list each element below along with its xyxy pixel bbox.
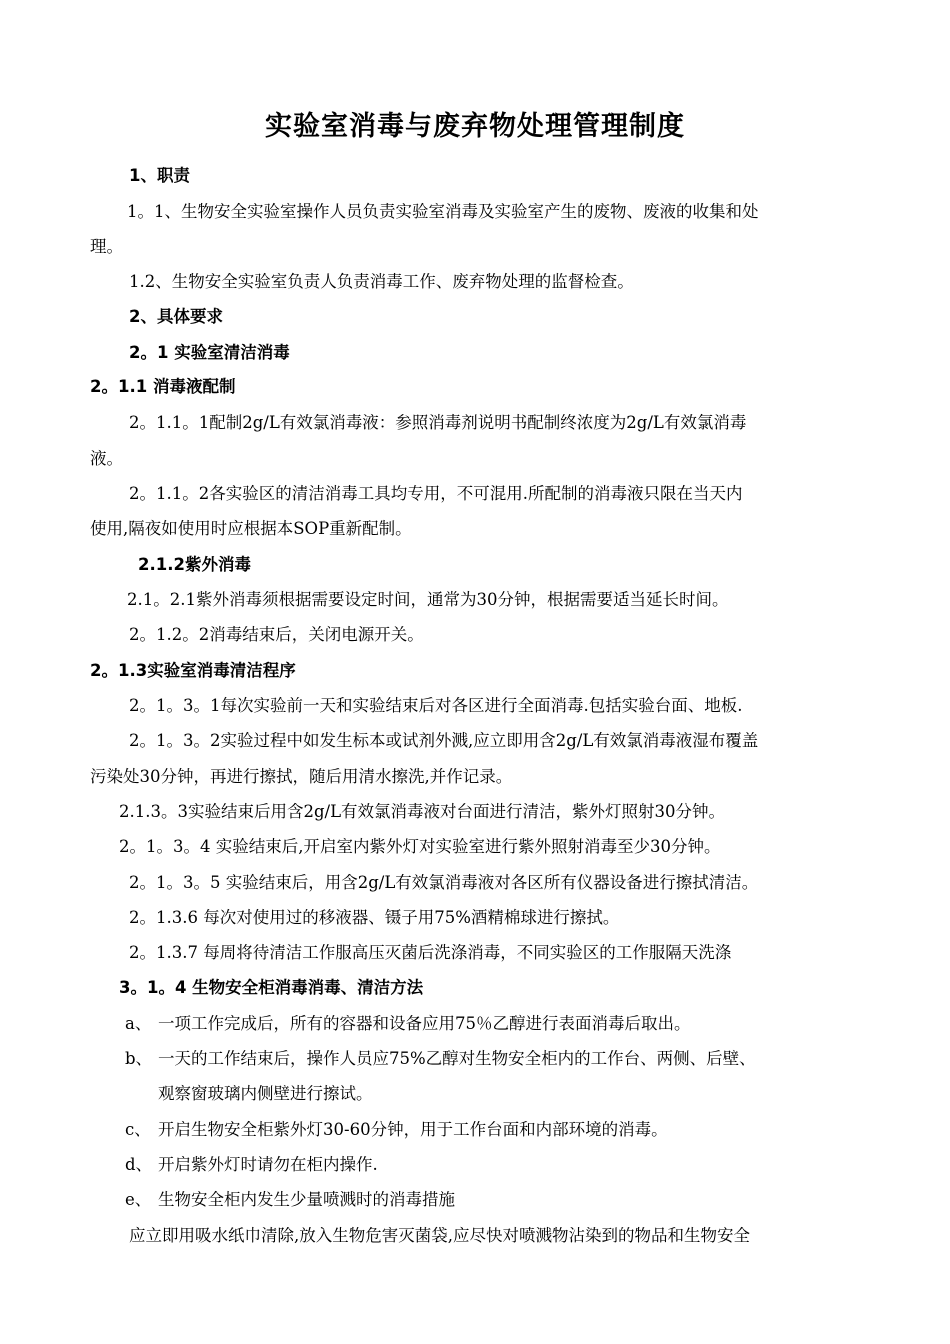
list-item-label: e、	[125, 1190, 152, 1209]
paragraph-line: 2。1。3。5 实验结束后，用含2g/L有效氯消毒液对各区所有仪器设备进行擦拭清洁。	[129, 873, 759, 892]
list-item-label: d、	[125, 1155, 153, 1174]
list-item	[125, 1154, 378, 1176]
paragraph-line: 应立即用吸水纸巾清除,放入生物危害灭菌袋,应尽快对喷溅物沾染到的物品和生物安全	[129, 1226, 750, 1245]
list-item-text: 开启紫外灯时请勿在柜内操作.	[158, 1155, 378, 1174]
paragraph-line: 2。1.3.7 每周将待清洁工作服高压灭菌后洗涤消毒，不同实验区的工作服隔天洗涤	[129, 943, 732, 962]
heading-procedure: 2。1.3实验室消毒清洁程序	[90, 661, 296, 680]
paragraph-line: 2。1。3。2实验过程中如发生标本或试剂外溅,应立即用含2g/L有效氯消毒液湿布覆盖	[129, 731, 759, 750]
list-item-label: b、	[125, 1049, 153, 1068]
paragraph-line: 2.1.3。3实验结束后用含2g/L有效氯消毒液对台面进行清洁，紫外灯照射30分钟。	[119, 802, 726, 821]
heading-uv: 2.1.2紫外消毒	[138, 555, 251, 574]
paragraph-line: 2。1.2。2消毒结束后，关闭电源开关。	[129, 625, 424, 644]
list-item	[125, 1119, 668, 1141]
list-item	[125, 1189, 455, 1211]
list-item-text: 观察窗玻璃内侧壁进行擦试。	[158, 1084, 373, 1103]
list-item-label: c、	[125, 1120, 151, 1139]
paragraph-line: 2。1.1。2各实验区的清洁消毒工具均专用，不可混用.所配制的消毒液只限在当天内	[129, 484, 743, 503]
heading-duties: 1、职责	[129, 166, 190, 185]
list-item-text: 开启生物安全柜紫外灯30-60分钟，用于工作台面和内部环境的消毒。	[158, 1120, 668, 1139]
paragraph-line: 1.2、生物安全实验室负责人负责消毒工作、废弃物处理的监督检查。	[129, 272, 634, 291]
heading-disinfectant: 2。1.1 消毒液配制	[90, 377, 236, 396]
paragraph-line: 2。1。3。1每次实验前一天和实验结束后对各区进行全面消毒.包括实验台面、地板.	[129, 696, 743, 715]
list-item-label: a、	[125, 1014, 152, 1033]
list-item-text: 一项工作完成后，所有的容器和设备应用75％乙醇进行表面消毒后取出。	[158, 1014, 691, 1033]
paragraph-line: 2。1.1。1配制2g/L有效氯消毒液：参照消毒剂说明书配制终浓度为2g/L有效氯消毒	[129, 413, 747, 432]
heading-cleaning: 2。1 实验室清洁消毒	[129, 343, 290, 362]
list-item-continuation	[125, 1083, 373, 1105]
heading-biosafety-cabinet: 3。1。4 生物安全柜消毒消毒、清洁方法	[119, 978, 424, 997]
list-item-text: 生物安全柜内发生少量喷溅时的消毒措施	[158, 1190, 455, 1209]
paragraph-line: 2.1。2.1紫外消毒须根据需要设定时间，通常为30分钟，根据需要适当延长时间。	[127, 590, 729, 609]
list-item	[125, 1048, 756, 1070]
paragraph-line: 使用,隔夜如使用时应根据本SOP重新配制。	[90, 519, 412, 538]
paragraph-line: 理。	[90, 237, 123, 256]
heading-requirements: 2、具体要求	[129, 307, 223, 326]
document-title: 实验室消毒与废弃物处理管理制度	[265, 111, 685, 142]
paragraph-line: 1。1、生物安全实验室操作人员负责实验室消毒及实验室产生的废物、废液的收集和处	[127, 202, 759, 221]
paragraph-line: 2。1。3。4 实验结束后,开启室内紫外灯对实验室进行紫外照射消毒至少30分钟。	[119, 837, 721, 856]
paragraph-line: 2。1.3.6 每次对使用过的移液器、镊子用75%酒精棉球进行擦拭。	[129, 908, 620, 927]
list-item	[125, 1013, 691, 1035]
paragraph-line: 污染处30分钟，再进行擦拭，随后用清水擦洗,并作记录。	[90, 767, 513, 786]
list-item-text: 一天的工作结束后，操作人员应75%乙醇对生物安全柜内的工作台、两侧、后壁、	[158, 1049, 756, 1068]
paragraph-line: 液。	[90, 449, 123, 468]
